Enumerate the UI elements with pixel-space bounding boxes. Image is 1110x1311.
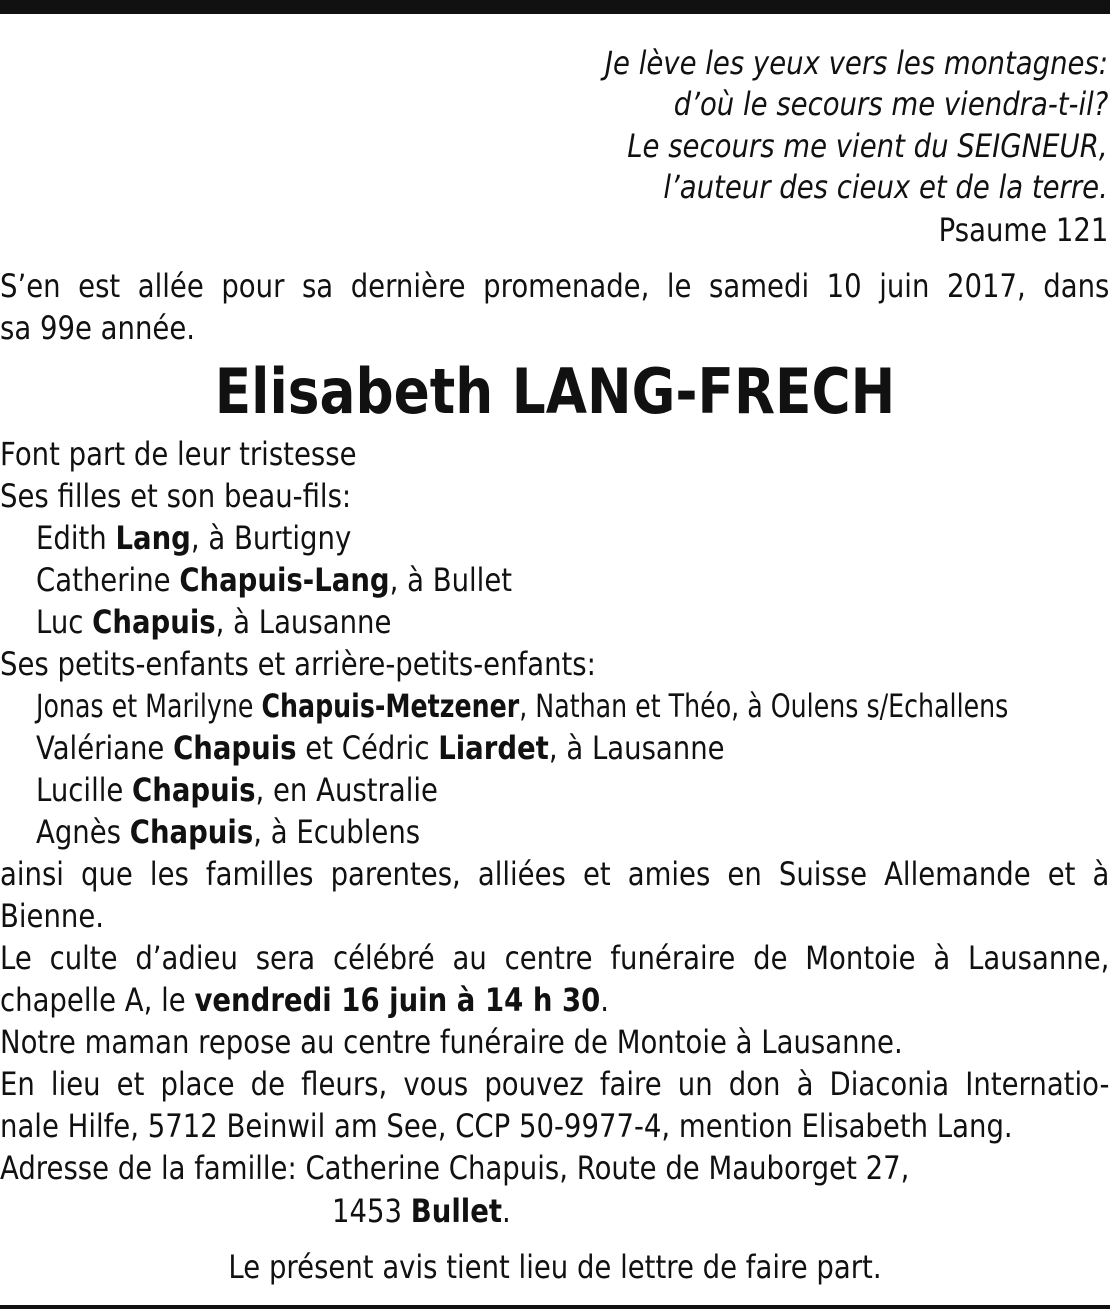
family-member: Jonas et Marilyne Chapuis-Metzener, Nathan et Théo, à Oulens s/Echallens [36, 687, 1009, 725]
family-member: Luc Chapuis, à Lausanne [36, 603, 392, 641]
donation-line-1: En lieu et place de fleurs, vous pouvez faire un don à Diaconia Internatio- [0, 1065, 1110, 1103]
bottom-border-rule [0, 1305, 1110, 1309]
psalm-reference: Psaume 121 [938, 211, 1108, 249]
relatives-line-1: ainsi que les familles parentes, alliées et amies en Suisse Allemande et à [0, 855, 1110, 893]
psalm-line-1: Je lève les yeux vers les montagnes: [604, 44, 1108, 82]
relatives-line-2: Bienne. [0, 897, 105, 935]
donation-line-2: nale Hilfe, 5712 Beinwil am See, CCP 50-9977-4, mention Elisabeth Lang. [0, 1107, 1013, 1145]
footer-note: Le présent avis tient lieu de lettre de faire part. [228, 1248, 882, 1286]
psalm-line-4: l’auteur des cieux et de la terre. [663, 168, 1108, 206]
grandchildren-heading: Ses petits-enfants et arrière-petits-enfants: [0, 645, 596, 683]
deceased-name: Elisabeth LANG-FRECH [214, 355, 896, 428]
address-line-1: Adresse de la famille: Catherine Chapuis, Route de Mauborget 27, [0, 1149, 910, 1187]
rest-place: Notre maman repose au centre funéraire de Montoie à Lausanne. [0, 1023, 903, 1061]
address-line-2: 1453 Bullet. [332, 1192, 511, 1230]
family-member: Agnès Chapuis, à Ecublens [36, 813, 421, 851]
psalm-line-2: d’où le secours me viendra-t-il? [673, 85, 1108, 123]
service-line-2: chapelle A, le vendredi 16 juin à 14 h 30. [0, 981, 610, 1019]
opening-line: Font part de leur tristesse [0, 435, 357, 473]
family-member: Lucille Chapuis, en Australie [36, 771, 438, 809]
intro-line-1: S’en est allée pour sa dernière promenade, le samedi 10 juin 2017, dans [0, 267, 1110, 305]
family-member: Edith Lang, à Burtigny [36, 519, 352, 557]
service-line-1: Le culte d’adieu sera célébré au centre funéraire de Montoie à Lausanne, [0, 939, 1110, 977]
top-border-rule [0, 0, 1110, 14]
family-member: Valériane Chapuis et Cédric Liardet, à Lausanne [36, 729, 725, 767]
family-member: Catherine Chapuis-Lang, à Bullet [36, 561, 513, 599]
psalm-line-3: Le secours me vient du SEIGNEUR, [627, 127, 1108, 165]
intro-line-2: sa 99e année. [0, 309, 196, 347]
children-heading: Ses filles et son beau-fils: [0, 477, 352, 515]
